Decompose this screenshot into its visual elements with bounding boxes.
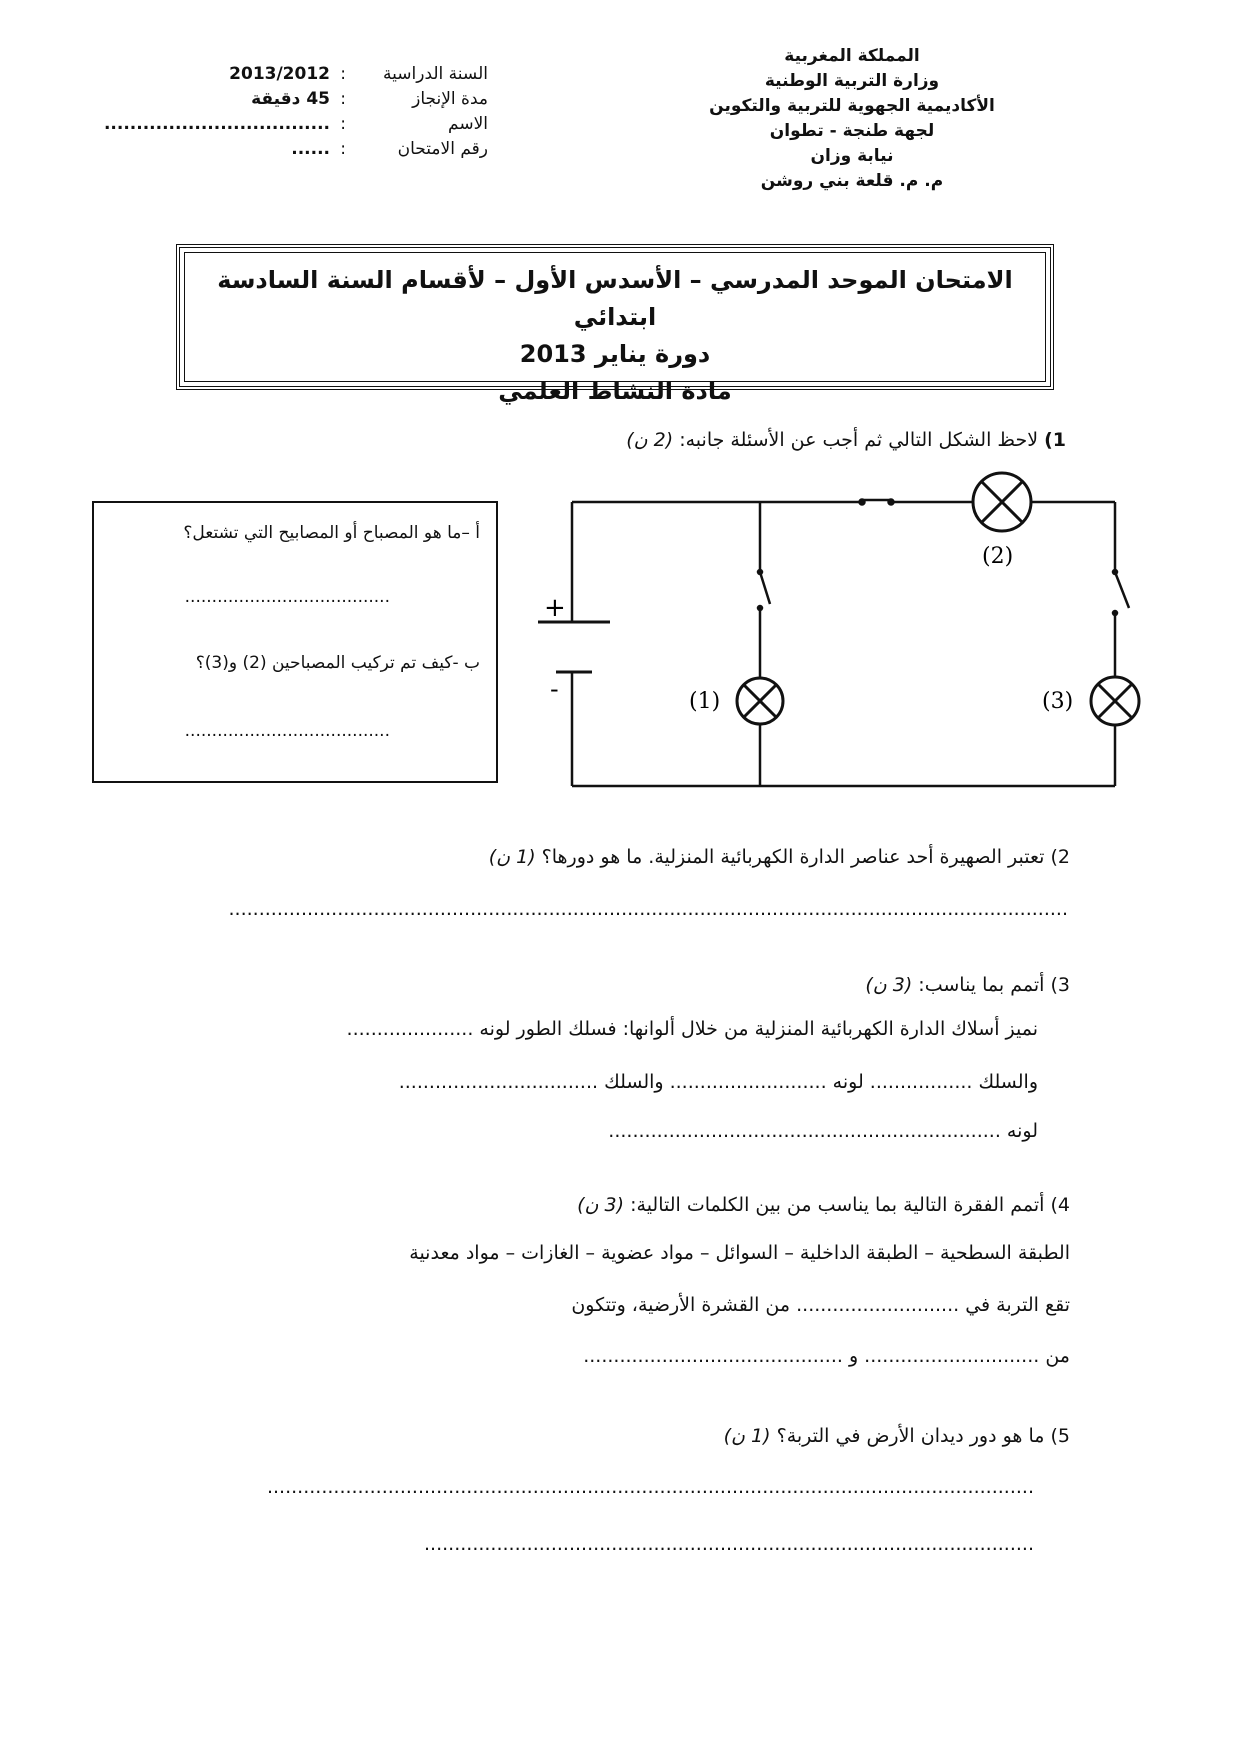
exam-title-box	[176, 244, 1054, 405]
question-number: 2)	[1050, 846, 1070, 868]
info-colon: :	[340, 89, 346, 109]
q3-line-3[interactable]: لونه .................................................................	[608, 1120, 1038, 1142]
question-text: ما هو دور ديدان الأرض في التربة؟	[776, 1425, 1045, 1447]
question-text: لاحظ الشكل التالي ثم أجب عن الأسئلة جانبه:	[679, 429, 1039, 451]
question-1b: ب -كيف تم تركيب المصباحين (2) و(3)؟	[195, 653, 480, 673]
name-field[interactable]: ...................................	[103, 114, 330, 134]
exam-info	[88, 62, 488, 162]
header-line: نيابة وزان	[810, 146, 894, 166]
question-text: تعتبر الصهيرة أحد عناصر الدارة الكهربائية المنزلية. ما هو دورها؟	[541, 846, 1045, 868]
info-value: 2013/2012	[229, 64, 330, 84]
question-3	[865, 970, 1070, 1000]
info-row-duration	[88, 87, 488, 112]
ministry-header	[642, 44, 1062, 194]
question-number: 5)	[1050, 1425, 1070, 1447]
question-number: 4)	[1050, 1194, 1070, 1216]
header-line: وزارة التربية الوطنية	[764, 71, 940, 91]
question-2	[489, 842, 1070, 872]
question-1	[626, 425, 1066, 455]
question-points: (1 ن)	[723, 1425, 771, 1447]
answer-line-1a[interactable]: ......................................	[184, 587, 390, 607]
lamp-1-label: (1)	[689, 689, 721, 714]
q4-line-1[interactable]: تقع التربة في ........................... من القشرة الأرضية، وتتكون	[571, 1294, 1070, 1316]
battery-minus: -	[550, 675, 559, 703]
info-label: مدة الإنجاز	[412, 89, 488, 109]
lamp-3-icon	[1091, 677, 1139, 725]
q4-word-list: الطبقة السطحية – الطبقة الداخلية – السوائل – مواد عضوية – الغازات – مواد معدنية	[409, 1242, 1070, 1264]
info-label: السنة الدراسية	[383, 64, 488, 84]
exam-session: دورة يناير 2013	[519, 340, 711, 368]
switch-middle-icon	[758, 570, 770, 610]
question-number: 3)	[1050, 974, 1070, 996]
switch-right-icon	[1113, 570, 1129, 615]
header-line: المملكة المغربية	[784, 46, 920, 66]
lamp-2-label: (2)	[982, 544, 1014, 569]
info-label: رقم الامتحان	[397, 139, 488, 159]
circuit-diagram	[530, 460, 1150, 800]
question-text: أتمم الفقرة التالية بما يناسب من بين الكلمات التالية:	[630, 1194, 1045, 1216]
question-points: (1 ن)	[488, 846, 536, 868]
question-points: (2 ن)	[626, 429, 674, 451]
question-1-box	[92, 501, 498, 783]
question-points: (3 ن)	[865, 974, 913, 996]
exam-title: الامتحان الموحد المدرسي – الأسدس الأول – لأقسام السنة السادسة ابتدائي	[217, 266, 1013, 331]
q3-line-1[interactable]: نميز أسلاك الدارة الكهربائية المنزلية من خلال ألوانها: فسلك الطور لونه .....................	[346, 1018, 1038, 1040]
switch-top-icon	[860, 500, 894, 505]
exam-subject: مادة النشاط العلمي	[498, 377, 732, 405]
lamp-3-label: (3)	[1042, 689, 1074, 714]
question-text: أتمم بما يناسب:	[918, 974, 1045, 996]
info-row-year	[88, 62, 488, 87]
header-line: م. م. قلعة بني روشن	[760, 171, 944, 191]
info-colon: :	[340, 139, 346, 159]
answer-line-1b[interactable]: ......................................	[184, 721, 390, 741]
exam-number-field[interactable]: ......	[291, 139, 330, 159]
battery-plus: +	[544, 593, 566, 623]
answer-line-2[interactable]: ...........................................................................................................................................	[228, 898, 1068, 920]
lamp-1-icon	[737, 678, 783, 724]
info-colon: :	[340, 114, 346, 134]
answer-line-5a[interactable]: ...............................................................................................................................	[266, 1476, 1034, 1498]
question-1a: أ –ما هو المصباح أو المصابيح التي تشتعل؟	[183, 523, 480, 543]
q3-line-2[interactable]: والسلك ................. لونه .......................... والسلك .................................	[398, 1071, 1038, 1093]
info-row-name	[88, 112, 488, 137]
info-label: الاسم	[448, 114, 488, 134]
question-5	[724, 1421, 1070, 1451]
question-number: 1)	[1044, 429, 1066, 451]
header-line: الأكاديمية الجهوية للتربية والتكوين	[709, 96, 995, 116]
lamp-2-icon	[973, 473, 1031, 531]
info-colon: :	[340, 64, 346, 84]
battery-icon	[538, 622, 610, 672]
info-row-number	[88, 137, 488, 162]
answer-line-5b[interactable]: .....................................................................................................	[424, 1533, 1034, 1555]
question-points: (3 ن)	[577, 1194, 625, 1216]
q4-line-2[interactable]: من ............................. و ...........................................	[583, 1345, 1070, 1367]
header-line: لجهة طنجة - تطوان	[769, 121, 935, 141]
question-4	[577, 1190, 1070, 1220]
info-value: 45 دقيقة	[251, 89, 330, 109]
